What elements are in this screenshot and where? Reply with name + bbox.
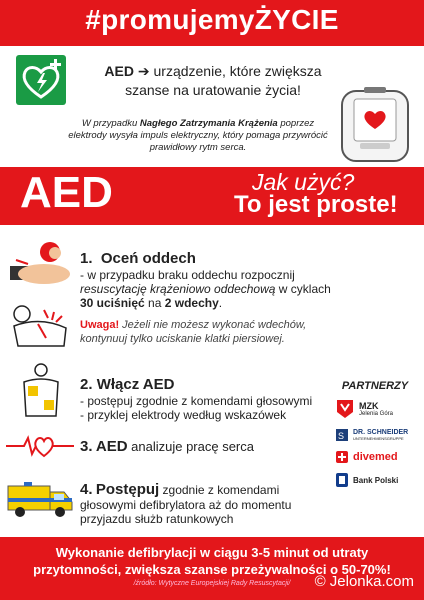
heart-rhythm-icon: [6, 430, 74, 460]
step-1-line3d: .: [218, 296, 223, 310]
step-1: [80, 250, 340, 310]
page-title: #promujemyŻYCIE: [85, 4, 339, 35]
aed-term: AED: [104, 63, 134, 79]
watermark: © Jelonka.com: [314, 573, 414, 590]
step-1-title: Oceń oddech: [100, 250, 196, 267]
footer-line2: przytomności, zwiększa szanse przeżywalności o 50-70%!: [33, 562, 391, 577]
step-1-line2a: resuscytację krążeniowo oddechową: [80, 282, 276, 296]
step-1-line1: - w przypadku braku oddechu rozpocznij: [80, 268, 295, 282]
bank-polski-logo: [335, 472, 415, 488]
step-2-title: Włącz AED: [96, 376, 175, 393]
step-4-line2: głosowymi defibrylatora aż do momentu: [80, 498, 292, 512]
step-3-text: analizuje pracę serca: [127, 439, 254, 454]
banner-question: Jak użyć?: [252, 169, 355, 195]
aed-definition: [88, 62, 338, 100]
step-2-line1: - postępuj zgodnie z komendami głosowymi: [80, 394, 313, 408]
schneider-icon: [335, 428, 349, 442]
intro-part2: poprzez elektrody wysyła impuls elektryczny, który pomaga przywrócić prawidłowy rytm serca.: [68, 118, 328, 153]
partners-title: PARTNERZY: [341, 380, 409, 392]
step-2-line2: - przyklej elektrody według wskazówek: [80, 408, 287, 422]
ambulance-icon: [6, 476, 74, 520]
intro-bold: Nagłego Zatrzymania Krążenia: [139, 118, 278, 129]
step-3-number: 3.: [80, 438, 93, 455]
warning-note: [80, 318, 330, 346]
intro-text: [68, 118, 328, 154]
step-1-line2b: w cyklach: [275, 282, 331, 296]
aed-definition-line2: szanse na uratowanie życia!: [125, 82, 301, 98]
step-1-compressions: 30 uciśnięć: [80, 296, 145, 310]
divemed-logo: [335, 450, 415, 464]
step-4-line1: zgodnie z komendami: [159, 483, 280, 497]
header-banner: [0, 0, 424, 46]
aed-device-image: [340, 85, 410, 163]
step-4-number: 4.: [80, 481, 93, 498]
mzk-subtitle: Jelenia Góra: [359, 411, 394, 417]
check-breathing-illustration: [8, 240, 74, 290]
footer-banner: [0, 537, 424, 600]
step-2: [80, 376, 340, 422]
svg-text:S: S: [338, 431, 345, 441]
schneider-subtitle: UNTERNEHMENSGRUPPE: [353, 436, 404, 441]
warning-label: Uwaga!: [80, 319, 120, 331]
footer-source: /źródło: Wytyczne Europejskiej Rady Resuscytacji/: [133, 580, 291, 587]
step-3: [80, 438, 330, 455]
divemed-name: divemed: [353, 451, 398, 463]
arrow-icon: ➔: [137, 63, 150, 79]
mzk-deer-icon: [335, 398, 355, 420]
dr-schneider-logo: [335, 428, 415, 442]
banner-aed: AED: [20, 168, 113, 217]
step-1-number: 1.: [80, 250, 93, 267]
step-4-title: Postępuj: [95, 481, 160, 498]
pko-icon: [335, 472, 349, 488]
mzk-name: MZK: [359, 401, 379, 411]
partners-panel: [335, 380, 415, 496]
step-4-line3: przyjazdu służb ratunkowych: [80, 512, 234, 526]
warning-line2: kontynuuj tylko uciskanie klatki piersiowej.: [80, 333, 285, 345]
footer-line1: Wykonanie defibrylacji w ciągu 3-5 minut od utraty: [55, 545, 369, 560]
mzk-logo: [335, 398, 415, 420]
schneider-name: DR. SCHNEIDER: [353, 429, 409, 436]
aed-how-to-banner: [0, 167, 424, 225]
step-3-title: AED: [95, 438, 128, 455]
step-1-line3b: na: [144, 296, 165, 310]
cpr-illustration: [8, 302, 74, 354]
divemed-icon: [335, 450, 349, 464]
step-2-number: 2.: [80, 376, 93, 393]
aed-heart-icon: [16, 55, 66, 105]
banner-answer: To jest proste!: [234, 191, 398, 218]
bank-name: Bank Polski: [353, 475, 399, 485]
electrodes-illustration: [14, 362, 68, 420]
intro-part1: W przypadku: [81, 118, 138, 129]
step-4: [80, 481, 325, 526]
step-1-breaths: 2 wdechy: [164, 296, 219, 310]
aed-definition-line1: urządzenie, które zwiększa: [153, 63, 322, 79]
warning-line1: Jeżeli nie możesz wykonać wdechów,: [119, 319, 307, 331]
